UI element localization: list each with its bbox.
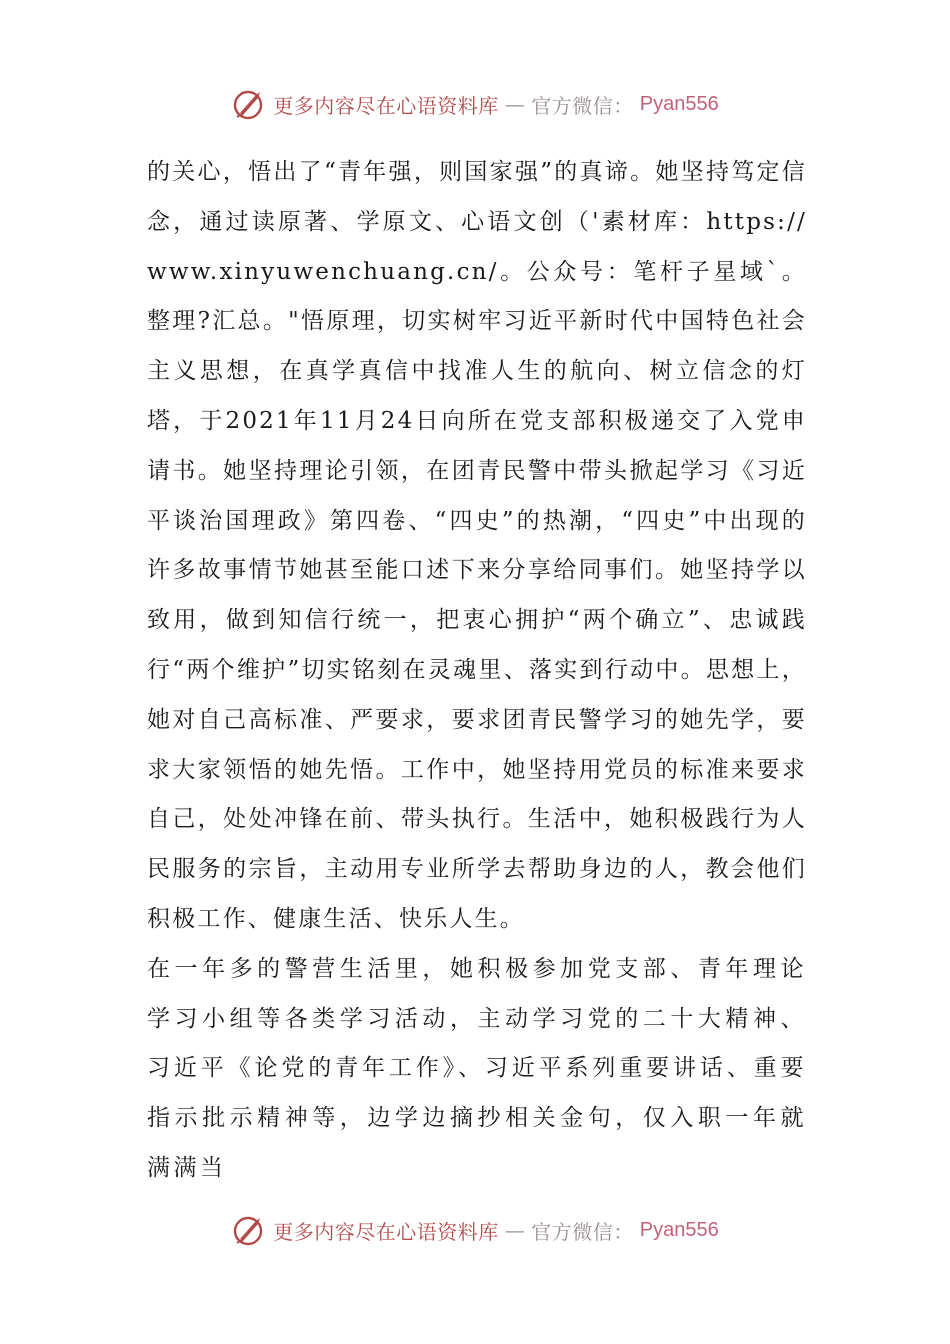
watermark-separator: —: [504, 92, 526, 116]
pen-nib-seal-icon: [231, 1212, 267, 1248]
document-body: [147, 148, 807, 1194]
pen-nib-seal-icon: [231, 86, 267, 122]
watermark-wechat-id: Pyan556: [639, 92, 719, 115]
body-paragraph: 的关心，悟出了“青年强，则国家强”的真谛。她坚持笃定信念，通过读原著、学原文、心语文创（'素材库：https://www.xinyuwenchuang.cn/。公众号：笔杆子星域`。整理?汇总。"悟原理，切实树牢习近平新时代中国特色社会主义思想，在真学真信中找准人生的航向、树立信念的灯塔，于2021年11月24日向所在党支部积极递交了入党申请书。她坚持理论引领，在团青民警中带头掀起学习《习近平谈治国理政》第四卷、“四史”的热潮，“四史”中出现的许多故事情节她甚至能口述下来分享给同事们。她坚持学以致用，做到知信行统一，把衷心拥护“两个确立”、忠诚践行“两个维护”切实铭刻在灵魂里、落实到行动中。思想上，她对自己高标准、严要求，要求团青民警学习的她先学，要求大家领悟的她先悟。工作中，她坚持用党员的标准来要求自己，处处冲锋在前、带头执行。生活中，她积极践行为人民服务的宗旨，主动用专业所学去帮助身边的人，教会他们积极工作、健康生活、快乐人生。: [147, 159, 807, 932]
watermark-wechat-label: 官方微信：: [531, 93, 634, 118]
watermark-wechat-label: 官方微信：: [531, 1219, 634, 1244]
footer-watermark: [0, 1208, 950, 1252]
header-watermark: [0, 82, 950, 126]
body-paragraph: 在一年多的警营生活里，她积极参加党支部、青年理论学习小组等各类学习活动，主动学习党的二十大精神、习近平《论党的青年工作》、习近平系列重要讲话、重要指示批示精神等，边学边摘抄相关金句，仅入职一年就满满当: [147, 955, 807, 1181]
watermark-wechat-id: Pyan556: [639, 1218, 719, 1241]
watermark-separator: —: [504, 1218, 526, 1242]
watermark-site-text: 更多内容尽在心语资料库: [273, 93, 499, 118]
watermark-site-text: 更多内容尽在心语资料库: [273, 1219, 499, 1244]
